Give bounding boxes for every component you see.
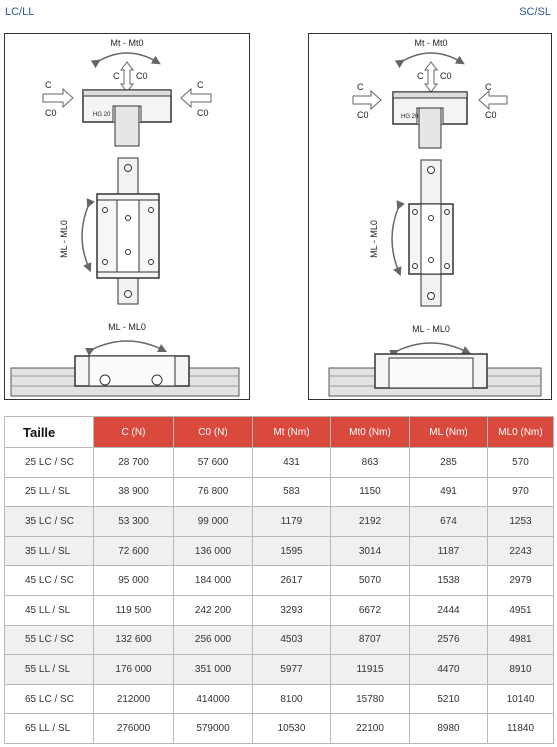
table-cell-value: 22100 (331, 714, 410, 744)
table-cell-value: 2617 (253, 566, 331, 596)
table-cell-value: 1538 (410, 566, 488, 596)
table-cell-size: 25 LC / SC (5, 448, 94, 478)
table-cell-value: 1179 (253, 507, 331, 537)
table-row (5, 536, 554, 566)
header-ml0: ML0 (Nm) (488, 417, 554, 448)
table-cell-value: 8707 (331, 625, 410, 655)
table-cell-value: 414000 (174, 684, 253, 714)
table-cell-size: 55 LC / SC (5, 625, 94, 655)
block-marking: HG 20 (93, 112, 111, 118)
table-cell-value: 579000 (174, 714, 253, 744)
table-row (5, 684, 554, 714)
table-cell-value: 28 700 (94, 448, 174, 478)
vertical-force-arrow (425, 62, 437, 92)
moment-arrow-side (82, 204, 89, 268)
corner-label-right: SC/SL (519, 6, 551, 18)
table-cell-value: 10140 (488, 684, 554, 714)
vertical-force-arrow (121, 62, 133, 92)
side-force-arrow-right (479, 91, 507, 109)
force-label-c0-right: C0 (485, 110, 497, 120)
force-label-c-left: C (45, 80, 52, 90)
table-cell-value: 6672 (331, 595, 410, 625)
table-cell-value: 5070 (331, 566, 410, 596)
header-mt: Mt (Nm) (253, 417, 331, 448)
load-capacity-table (4, 416, 554, 744)
table-cell-value: 491 (410, 477, 488, 507)
table-cell-value: 15780 (331, 684, 410, 714)
table-row (5, 448, 554, 478)
table-cell-value: 4470 (410, 655, 488, 685)
table-row (5, 655, 554, 685)
table-cell-value: 57 600 (174, 448, 253, 478)
moment-label-top: Mt - Mt0 (110, 38, 144, 48)
table-cell-value: 212000 (94, 684, 174, 714)
force-label-c-right: C (485, 82, 492, 92)
table-cell-value: 256 000 (174, 625, 253, 655)
side-force-arrow-left (353, 91, 381, 109)
moment-label-bottom: ML - ML0 (412, 324, 450, 334)
moment-arrow-side (392, 206, 399, 272)
table-cell-value: 53 300 (94, 507, 174, 537)
table-cell-value: 10530 (253, 714, 331, 744)
table-cell-value: 2192 (331, 507, 410, 537)
moment-label-bottom: ML - ML0 (108, 322, 146, 332)
table-cell-size: 55 LL / SL (5, 655, 94, 685)
header-mt0: Mt0 (Nm) (331, 417, 410, 448)
header-c0: C0 (N) (174, 417, 253, 448)
table-cell-value: 11840 (488, 714, 554, 744)
side-force-arrow-right (181, 89, 211, 107)
moment-arrow-top (97, 53, 157, 62)
table-cell-value: 5210 (410, 684, 488, 714)
moment-arrow-bottom (91, 341, 163, 350)
table-cell-value: 132 600 (94, 625, 174, 655)
table-row (5, 566, 554, 596)
header-taille: Taille (5, 417, 94, 448)
table-cell-value: 4981 (488, 625, 554, 655)
table-cell-value: 11915 (331, 655, 410, 685)
moment-label-top: Mt - Mt0 (414, 38, 448, 48)
table-row (5, 507, 554, 537)
rail-front (115, 106, 139, 146)
table-cell-value: 863 (331, 448, 410, 478)
table-cell-size: 35 LC / SC (5, 507, 94, 537)
side-force-arrow-left (43, 89, 73, 107)
table-cell-value: 76 800 (174, 477, 253, 507)
force-label-c-left: C (357, 82, 364, 92)
table-cell-value: 570 (488, 448, 554, 478)
table-cell-value: 8910 (488, 655, 554, 685)
table-cell-value: 2243 (488, 536, 554, 566)
table-cell-value: 242 200 (174, 595, 253, 625)
table-cell-size: 45 LC / SC (5, 566, 94, 596)
header-ml: ML (Nm) (410, 417, 488, 448)
table-cell-value: 276000 (94, 714, 174, 744)
force-label-c-right: C (197, 80, 204, 90)
table-cell-value: 4503 (253, 625, 331, 655)
table-cell-value: 95 000 (94, 566, 174, 596)
table-cell-value: 176 000 (94, 655, 174, 685)
moment-label-side: ML - ML0 (59, 220, 69, 258)
force-label-c0-top: C0 (440, 71, 452, 81)
force-label-c0-left: C0 (45, 108, 57, 118)
table-cell-value: 184 000 (174, 566, 253, 596)
table-cell-value: 136 000 (174, 536, 253, 566)
table-cell-value: 351 000 (174, 655, 253, 685)
table-cell-value: 72 600 (94, 536, 174, 566)
table-cell-value: 2444 (410, 595, 488, 625)
rail-front (419, 108, 441, 148)
table-row (5, 477, 554, 507)
table-header-row (5, 417, 554, 448)
table-cell-value: 2576 (410, 625, 488, 655)
force-label-c-top: C (113, 71, 120, 81)
table-cell-value: 99 000 (174, 507, 253, 537)
table-cell-size: 35 LL / SL (5, 536, 94, 566)
table-cell-size: 65 LC / SC (5, 684, 94, 714)
table-cell-value: 285 (410, 448, 488, 478)
table-cell-value: 970 (488, 477, 554, 507)
force-label-c0-right: C0 (197, 108, 209, 118)
table-cell-value: 583 (253, 477, 331, 507)
force-label-c-top: C (417, 71, 424, 81)
table-cell-size: 65 LL / SL (5, 714, 94, 744)
force-label-c0-left: C0 (357, 110, 369, 120)
diagram-sc-sl (308, 33, 552, 400)
table-cell-value: 8980 (410, 714, 488, 744)
table-cell-value: 674 (410, 507, 488, 537)
table-cell-value: 38 900 (94, 477, 174, 507)
moment-arrow-bottom (395, 343, 467, 352)
moment-arrow-top (401, 53, 461, 62)
table-cell-value: 1595 (253, 536, 331, 566)
table-cell-value: 431 (253, 448, 331, 478)
table-row (5, 625, 554, 655)
table-cell-size: 25 LL / SL (5, 477, 94, 507)
table-cell-size: 45 LL / SL (5, 595, 94, 625)
block-marking: HG 20 (401, 114, 419, 120)
moment-label-side: ML - ML0 (369, 220, 379, 258)
table-cell-value: 1187 (410, 536, 488, 566)
table-cell-value: 8100 (253, 684, 331, 714)
table-row (5, 595, 554, 625)
force-label-c0-top: C0 (136, 71, 148, 81)
diagram-lc-ll (4, 33, 250, 400)
table-cell-value: 4951 (488, 595, 554, 625)
table-cell-value: 3293 (253, 595, 331, 625)
table-cell-value: 1253 (488, 507, 554, 537)
table-cell-value: 3014 (331, 536, 410, 566)
table-cell-value: 2979 (488, 566, 554, 596)
header-c: C (N) (94, 417, 174, 448)
table-row (5, 714, 554, 744)
table-cell-value: 5977 (253, 655, 331, 685)
corner-label-left: LC/LL (5, 6, 35, 18)
table-cell-value: 119 500 (94, 595, 174, 625)
table-cell-value: 1150 (331, 477, 410, 507)
